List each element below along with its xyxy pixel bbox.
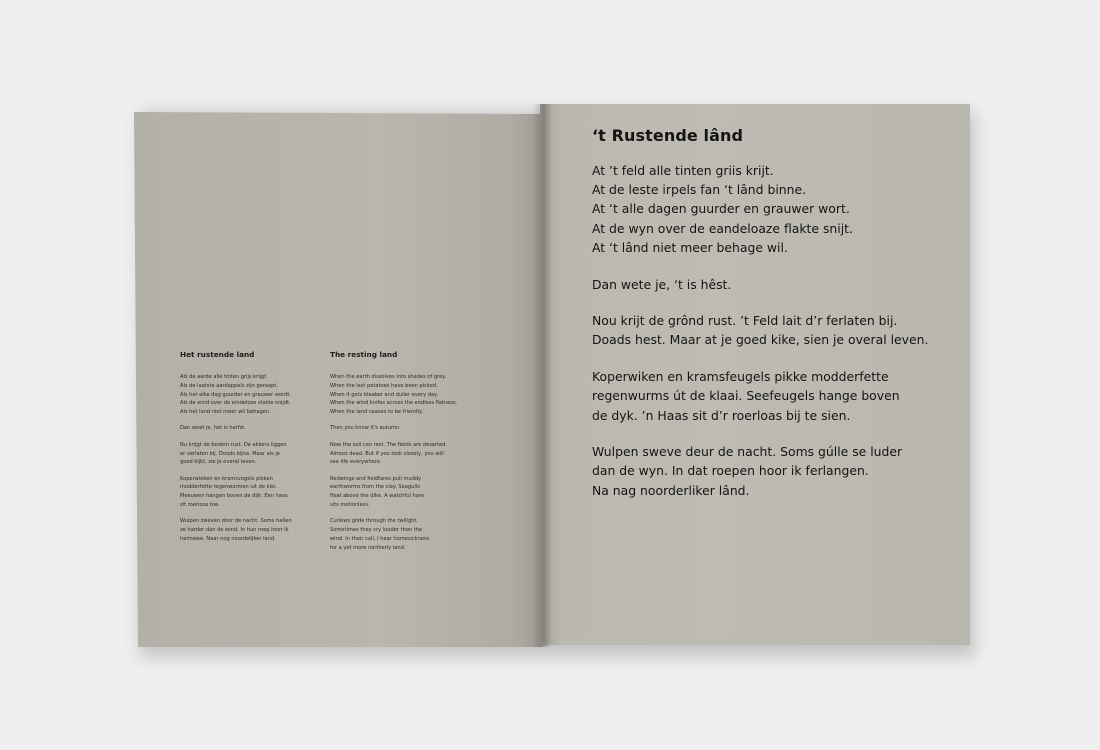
poem-line: ze harder dan de wind. In hun roep hoor ik: [180, 527, 289, 534]
stanza: [330, 517, 470, 552]
poem-line: Meeuwen hangen boven de dijk. Een haas: [180, 493, 288, 500]
poem-line: Wulpen zweven door de nacht. Soms hallen: [180, 518, 292, 525]
stanza: [180, 517, 320, 543]
english-translation: [330, 350, 470, 560]
stanza: [180, 475, 320, 510]
poem-line: When the wind knifes across the endless flatness.: [330, 400, 458, 407]
poem-line: er verlaten bij. Doods bijna. Maar als je: [180, 450, 280, 457]
poem-line: When it gets bleaker and duller every day.: [330, 391, 439, 398]
poem-line: float above the dike. A watchful hare: [330, 493, 425, 500]
poem-line: Als de laatste aardappels zijn geraapt.: [180, 382, 279, 389]
poem-line: At ‘t alle dagen guurder en grauwer wort.: [592, 201, 850, 217]
stanza: [330, 441, 470, 467]
poem-line: At ’t feld alle tinten griis krijt.: [592, 163, 774, 178]
poem-line: Na nag noorderliker lând.: [592, 482, 750, 498]
stanza: [592, 442, 952, 500]
english-title: The resting land: [330, 350, 398, 359]
poem-line: Als het elke dag guurder en grauwer wordt.: [180, 391, 292, 398]
poem-line: Als het land niet meer wil behagen.: [180, 409, 271, 416]
poem-line: At de wyn over de eandeloaze flakte snijt.: [592, 220, 853, 236]
stanza: [592, 161, 952, 257]
poem-line: Als de aarde alle tinten grijs krijgt.: [180, 374, 268, 380]
poem-line: Doads hest. Maar at je goed kike, sien je overal leven.: [592, 332, 929, 348]
poem-line: for a yet more northerly land.: [330, 544, 406, 551]
poem-main: [592, 126, 952, 517]
poem-line: see life everywhere.: [330, 459, 382, 466]
poem-line: At ‘t lând niet meer behage wil.: [592, 239, 788, 255]
poem-line: When the earth dissolves into shades of grey.: [330, 374, 447, 380]
poem-line: When the land ceases to be friendly.: [330, 409, 423, 416]
poem-line: Almost dead. But if you look closely, you will: [330, 450, 444, 457]
poem-line: Koperwieken en kramsvogels pikken: [180, 475, 273, 482]
stanza: [592, 275, 952, 294]
poem-line: Als de wind over de eindeloze vlakte snijdt.: [180, 400, 291, 407]
poem-line: regenwurms út de klaai. Seefeugels hange boven: [592, 388, 900, 404]
poem-line: Nou krijt de grônd rust. ’t Feld lait d’r ferlaten bij.: [592, 313, 898, 329]
poem-line: Sometimes they cry louder than the: [330, 527, 423, 534]
poem-line: wind. In their call, I hear homesickness: [330, 535, 430, 542]
poem-line: Redwings and fieldfares pull muddy: [330, 475, 422, 482]
stanza: [180, 373, 320, 417]
poem-line: When the last potatoes have been picked.: [330, 382, 438, 389]
poem-line: Then you know it's autumn.: [330, 425, 401, 432]
poem-line: Wulpen sweve deur de nacht. Soms gúlle se luder: [592, 444, 903, 460]
poem-line: goed kijkt, zie je overal leven.: [180, 459, 257, 466]
poem-stanzas: [592, 161, 952, 500]
poem-line: Koperwiken en kramsfeugels pikke modderfette: [592, 369, 889, 385]
poem-line: heimwee. Naar nog noordelijker land.: [180, 535, 276, 542]
poem-line: modderfette regenwormen uit de klei.: [180, 484, 278, 491]
poem-line: zit roerloos toe.: [180, 502, 220, 509]
book-gutter: [532, 104, 552, 647]
poem-title: ‘t Rustende lând: [592, 126, 744, 145]
dutch-stanzas: [180, 373, 320, 544]
poem-line: Nu krijgt de bodem rust. De akkers liggen: [180, 441, 287, 448]
poem-line: sits motionless.: [330, 502, 370, 509]
stanza: [330, 373, 470, 417]
poem-line: At de leste irpels fan ‘t lând binne.: [592, 182, 807, 198]
stanza: [330, 475, 470, 510]
stanza: [180, 441, 320, 467]
dutch-title: Het rustende land: [180, 350, 255, 359]
poem-line: Now the soil can rest. The fields are deserted.: [330, 441, 448, 448]
stanza: [592, 367, 952, 425]
stanza: [330, 424, 470, 433]
poem-line: Curlews glide through the twilight.: [330, 518, 419, 525]
poem-line: Dan wete je, ‘t is hêst.: [592, 276, 732, 292]
english-stanzas: [330, 373, 470, 553]
poem-line: de dyk. ’n Haas sit d’r roerloas bij te sien.: [592, 407, 851, 423]
poem-line: dan de wyn. In dat roepen hoor ik ferlangen.: [592, 463, 869, 479]
stanza: [592, 311, 952, 349]
dutch-translation: [180, 350, 320, 551]
poem-line: Dan weet je, het is herfst.: [180, 425, 246, 432]
stanza: [180, 424, 320, 433]
poem-line: earthworms from the clay. Seagulls: [330, 484, 420, 491]
